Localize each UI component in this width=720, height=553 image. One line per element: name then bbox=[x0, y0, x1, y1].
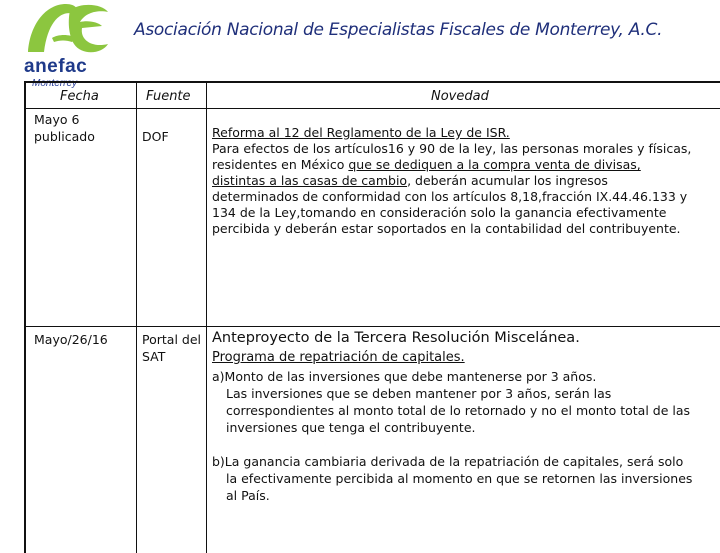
column-header-fecha: Fecha bbox=[60, 89, 99, 104]
novedad-line: 134 de la Ley,tomando en consideración solo la ganancia efectivamente bbox=[212, 205, 667, 220]
novedad-heading: Reforma al 12 del Reglamento de la Ley de ISR. bbox=[212, 125, 510, 140]
page-title: Asociación Nacional de Especialistas Fiscales de Monterrey, A.C. bbox=[134, 20, 663, 40]
novedad-line: a)Monto de las inversiones que debe mantenerse por 3 años. bbox=[212, 369, 597, 384]
novedad-line: la efectivamente percibida al momento en que se retornen las inversiones bbox=[226, 471, 693, 486]
table-cell-fecha: Mayo/26/16 bbox=[34, 332, 108, 347]
novedad-line: al País. bbox=[226, 488, 270, 503]
novedad-line: percibida y deberán estar soportados en la contabilidad del contribuyente. bbox=[212, 221, 681, 236]
novedad-block-a bbox=[212, 368, 720, 436]
novedad-line: Para efectos de los artículos16 y 90 de la ley, las personas morales y físicas, bbox=[212, 141, 692, 156]
table-cell-novedad bbox=[212, 125, 720, 237]
novedad-line: inversiones que tenga el contribuyente. bbox=[226, 420, 476, 435]
column-header-novedad: Novedad bbox=[431, 89, 489, 104]
column-divider bbox=[136, 83, 137, 553]
novedad-line bbox=[212, 173, 720, 189]
table-cell-fecha: Mayo 6 publicado bbox=[34, 112, 95, 144]
novedad-line: Las inversiones que se deben mantener por 3 años, serán las bbox=[226, 386, 612, 401]
novedad-line: determinados de conformidad con los artículos 8,18,fracción IX.44.46.133 y bbox=[212, 189, 688, 204]
novedad-subheading: Programa de repatriación de capitales. bbox=[212, 350, 465, 365]
row-divider bbox=[26, 326, 720, 327]
table-cell-fuente: Portal del SAT bbox=[142, 332, 201, 364]
logo-mark-icon bbox=[22, 0, 114, 58]
novedad-line: b)La ganancia cambiaria derivada de la repatriación de capitales, será solo bbox=[212, 454, 684, 469]
logo-subtext: Monterrey bbox=[32, 78, 78, 89]
table-cell-fuente: DOF bbox=[142, 129, 169, 144]
table-cell-novedad bbox=[212, 328, 720, 504]
novedad-underlined-text: distintas a las casas de cambio bbox=[212, 173, 408, 188]
anefac-logo bbox=[18, 0, 114, 90]
novedad-line bbox=[212, 157, 720, 173]
header-divider bbox=[26, 108, 720, 109]
column-divider bbox=[206, 83, 207, 553]
novedad-line: correspondientes al monto total de lo retornado y no el monto total de las bbox=[226, 403, 691, 418]
novedad-text: residentes en México bbox=[212, 157, 349, 172]
logo-wordmark: anefac bbox=[24, 56, 88, 77]
novedades-table bbox=[24, 81, 720, 553]
novedad-underlined-text: que se dediquen a la compra venta de divisas, bbox=[348, 157, 641, 172]
novedad-block-b bbox=[212, 453, 720, 504]
novedad-text: , deberán acumular los ingresos bbox=[407, 173, 608, 188]
novedad-heading: Anteproyecto de la Tercera Resolución Miscelánea. bbox=[212, 330, 580, 346]
column-header-fuente: Fuente bbox=[146, 89, 191, 104]
